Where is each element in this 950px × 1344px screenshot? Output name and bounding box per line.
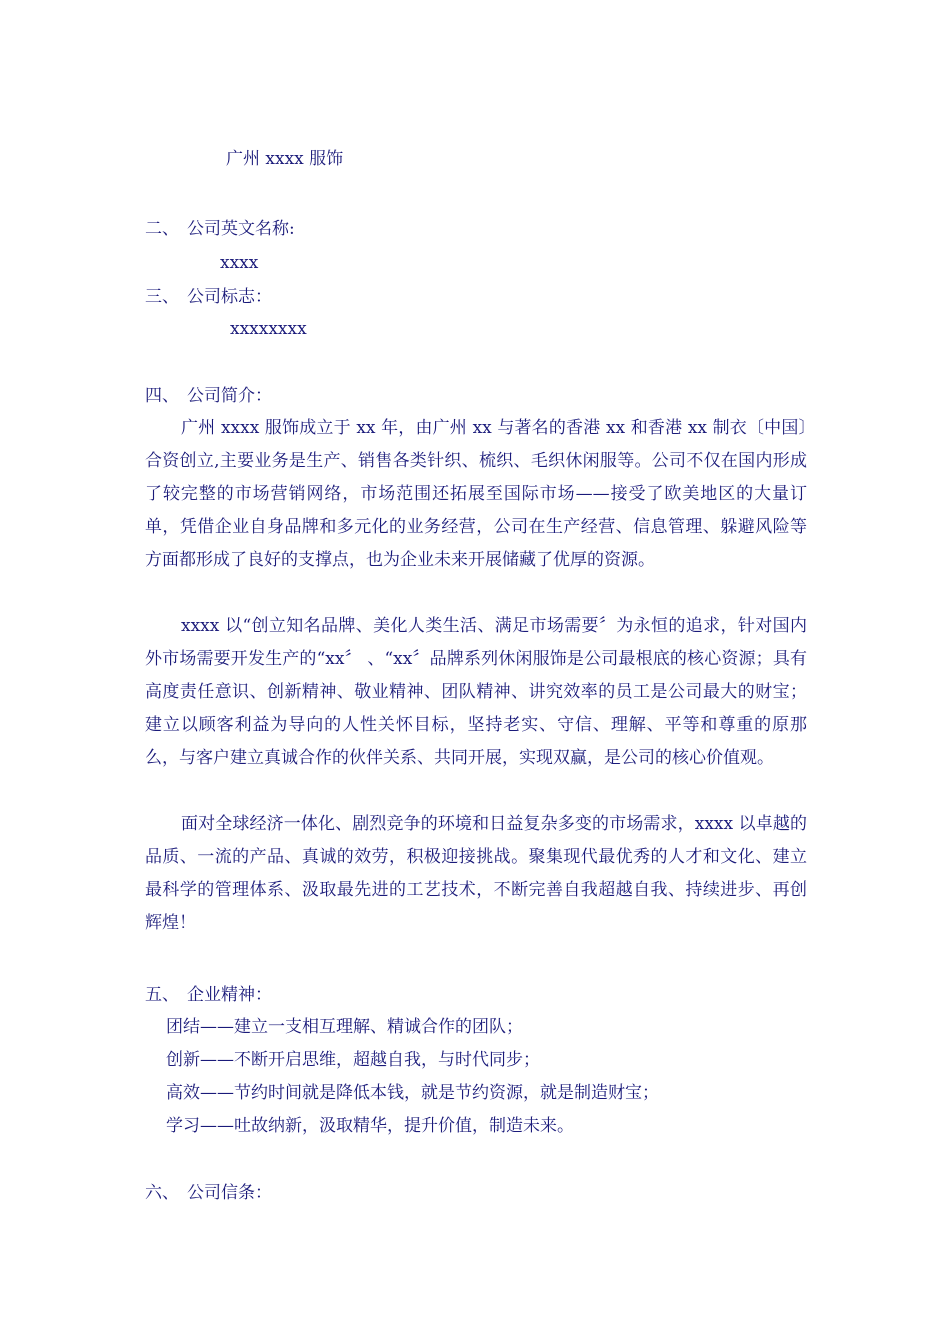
section-5-heading [145, 984, 272, 1006]
section-4-number: 四、 [145, 386, 179, 406]
section-3-heading [145, 286, 272, 308]
intro-paragraph-2: xxxx 以“创立知名品牌、美化人类生活、满足市场需要〞为永恒的追求，针对国内外市场需要开发生产的“xx〞 、“xx〞品牌系列休闲服饰是公司最根底的核心资源；具有高度责任意识、创新精神、敬业精神、团队精神、讲究效率的员工是公司最大的财宝；建立以顾客利益为导向的人性关怀目标，坚持老实、守信、理解、平等和尊重的原那么，与客户建立真诚合作的伙伴关系、共同开展，实现双赢，是公司的核心价值观。 [145, 616, 807, 768]
spirit-item: 学习——吐故纳新，汲取精华，提升价值，制造未来。 [166, 1116, 574, 1136]
section-5-number: 五、 [145, 985, 179, 1005]
spirit-item: 高效——节约时间就是降低本钱，就是节约资源，就是制造财宝； [166, 1083, 659, 1103]
section-4-heading [145, 385, 272, 407]
section-2-number: 二、 [145, 219, 179, 239]
spirit-item: 团结——建立一支相互理解、精诚合作的团队； [166, 1017, 523, 1037]
section-3-number: 三、 [145, 287, 179, 307]
spirit-item: 创新——不断开启思维，超越自我，与时代同步； [166, 1050, 540, 1070]
english-name-value: xxxx [220, 253, 259, 273]
section-6-heading [145, 1182, 272, 1204]
intro-paragraph-1: 广州 xxxx 服饰成立于 xx 年，由广州 xx 与著名的香港 xx 和香港 xx 制衣〔中国〕合资创立,主要业务是生产、销售各类针织、梳织、毛织休闲服等。公司不仅在国内形成了较完整的市场营销网络，市场范围还拓展至国际市场——接受了欧美地区的大量订单，凭借企业自身品牌和多元化的业务经营，公司在生产经营、信息管理、躲避风险等方面都形成了良好的支撑点，也为企业未来开展储藏了优厚的资源。 [145, 418, 807, 570]
section-6-number: 六、 [145, 1183, 179, 1203]
section-5-title: 企业精神： [187, 985, 272, 1005]
intro-paragraph-3: 面对全球经济一体化、剧烈竞争的环境和日益复杂多变的市场需求，xxxx 以卓越的品质、一流的产品、真诚的效劳，积极迎接挑战。聚集现代最优秀的人才和文化、建立最科学的管理体系、汲取最先进的工艺技术，不断完善自我超越自我、持续进步、再创辉煌！ [145, 814, 807, 933]
section-2-heading [145, 218, 295, 240]
section-2-title: 公司英文名称: [187, 219, 295, 239]
section-6-title: 公司信条： [187, 1183, 272, 1203]
logo-value: xxxxxxxx [230, 319, 307, 339]
company-name: 广州 xxxx 服饰 [226, 149, 344, 169]
section-4-title: 公司简介： [187, 386, 272, 406]
section-3-title: 公司标志： [187, 287, 272, 307]
